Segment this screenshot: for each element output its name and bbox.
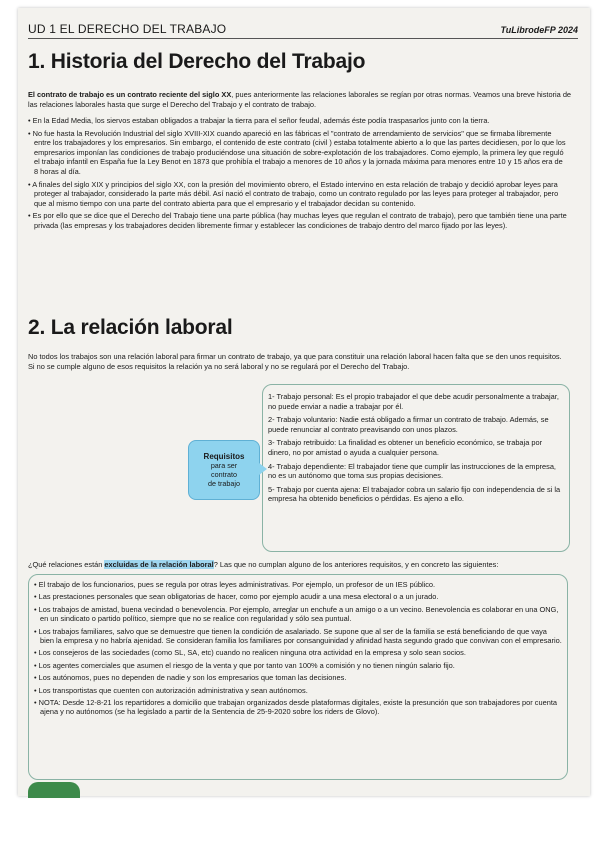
- list-item: • Es por ello que se dice que el Derecho del Trabajo tiene una parte pública (hay muchas leyes que regulan el contrato de trabajo), pero que también tiene una parte privada (las empresas y los trabajadores deciden libremente firmar y establecer las condiciones de trabajo dentro del marco fijado por las leyes).: [28, 211, 568, 230]
- page-header: [28, 16, 578, 39]
- list-item: • El trabajo de los funcionarios, pues se regula por otras leyes administrativas. Por ejemplo, un profesor de un IES público.: [34, 580, 562, 589]
- section1-intro: [28, 90, 580, 109]
- exclusions-list: [34, 580, 562, 720]
- section1-title: 1. Historia del Derecho del Trabajo: [28, 50, 366, 73]
- list-item: • NOTA: Desde 12-8-21 los repartidores a domicilio que trabajan organizados desde plataformas digitales, existe la presunción que son trabajadores por cuenta ajena y no autónomos (se ha legislado a partir de la Sentencia de 25-9-2020 sobre los riders de Glovo).: [34, 698, 562, 717]
- question-pre: ¿Qué relaciones están: [28, 560, 105, 569]
- section2-title: 2. La relación laboral: [28, 316, 233, 339]
- page-number-tab: [28, 782, 80, 798]
- list-item: • Los transportistas que cuenten con autorización administrativa y sean autónomos.: [34, 686, 562, 695]
- list-item: 5- Trabajo por cuenta ajena: El trabajador cobra un salario fijo con independencia de si la empresa ha obtenido beneficios o pérdidas. Es ajeno a ello.: [268, 484, 561, 504]
- question-post: ? Las que no cumplan alguno de los anteriores requisitos, y en concreto las siguientes:: [213, 560, 499, 569]
- requisitos-callout: [188, 440, 260, 500]
- question-highlight: excluidas de la relación laboral: [104, 560, 214, 569]
- list-item: • Los agentes comerciales que asumen el riesgo de la venta y que por tanto van 100% a comisión y no tienen ningún salario fijo.: [34, 661, 562, 670]
- callout-title: Requisitos: [203, 452, 245, 461]
- list-item: • A finales del siglo XIX y principios del siglo XX, con la presión del movimiento obrero, el Estado intervino en esta relación de trabajo y decidió aprobar leyes para proteger al trabajador, considerado la parte más débil. Así nació el contrato de trabajo, como un contrato regulado por las leyes para proteger al trabajador, pero que al mismo tiempo con una parte del contrato abierta para que el empresario y el trabajador decidan su contenido.: [28, 180, 568, 209]
- list-item: • Las prestaciones personales que sean obligatorias de hacer, como por ejemplo acudir a una mesa electoral o a un jurado.: [34, 592, 562, 601]
- list-item: 1- Trabajo personal: Es el propio trabajador el que debe acudir personalmente a trabajar, no puede enviar a nadie a trabajar por él.: [268, 392, 559, 411]
- intro-bold: El contrato de trabajo es un contrato reciente del siglo XX: [28, 90, 232, 99]
- callout-line: contrato: [211, 470, 237, 479]
- list-item: • Los autónomos, pues no dependen de nadie y son los empresarios que toman las decisiones.: [34, 673, 562, 682]
- exclusions-question: [28, 560, 568, 570]
- list-item: • No fue hasta la Revolución Industrial del siglo XVIII-XIX cuando apareció en las fábricas el "contrato de arrendamiento de servicios" que se firmaba libremente entre los trabajadores y los empresarios. Sin embargo, el contenido de este contrato (civil ) estaba totalmente abierto a lo que las partes decidiesen, por lo que los empresarios imponían las condiciones de trabajo produciéndose una situación de sobre-explotación de los trabajadores. Como ejemplo, la primera ley que reguló el trabajo infantil en España fue la Ley Benot en 1873 que prohibía el trabajo a menores de 10 años y la jornada máxima para menores entre 10 y 15 años era de 8 horas al día.: [28, 129, 568, 177]
- list-item: 4- Trabajo dependiente: El trabajador tiene que cumplir las instrucciones de la empresa, no es un autónomo que toma sus propias decisiones.: [268, 461, 556, 481]
- list-item: • En la Edad Media, los siervos estaban obligados a trabajar la tierra para el señor feudal, además éste podía traspasarlos junto con la tierra.: [28, 116, 568, 126]
- section2-intro: No todos los trabajos son una relación laboral para firmar un contrato de trabajo, ya que para constituir una relación laboral hacen falta que se den unos requisitos. Si no se cumple alguno de esos requisitos la relación ya no será laboral y no se regulará por el Derecho del Trabajo.: [28, 352, 562, 371]
- requisitos-list: [268, 392, 564, 508]
- intro-rest: , pues anteriormente las relaciones laborales se regían por otras normas. Veamos una breve historia de las relaciones laborales hasta que surge el Derecho del Trabajo y el contrato de trabajo.: [28, 90, 572, 109]
- list-item: 3- Trabajo retribuido: La finalidad es obtener un beneficio económico, se trabaja por dinero, no por amistad o ayuda a cualquier persona.: [268, 438, 543, 457]
- list-item: • Los consejeros de las sociedades (como SL, SA, etc) cuando no realicen ninguna otra actividad en la empresa y solo sean socios.: [34, 648, 562, 657]
- unit-title: UD 1 EL DERECHO DEL TRABAJO: [28, 22, 227, 36]
- history-list: [28, 116, 568, 234]
- list-item: • Los trabajos familiares, salvo que se demuestre que tienen la condición de asalariado. Se supone que al ser de la familia se está beneficiando de que vaya bien la empresa y no habría ajenidad. Se consideran familia los familiares por consanguinidad y afinidad hasta segundo grado que convivan con el empresario.: [34, 627, 562, 646]
- callout-line: para ser: [210, 461, 238, 470]
- brand-label: TuLibrodeFP 2024: [500, 25, 578, 35]
- callout-line: de trabajo: [208, 479, 240, 488]
- list-item: 2- Trabajo voluntario: Nadie está obligado a firmar un contrato de trabajo. Además, se puede renunciar al contrato preavisando con unos plazos.: [268, 415, 549, 434]
- list-item: • Los trabajos de amistad, buena vecindad o benevolencia. Por ejemplo, arreglar un enchufe a un amigo o a un vecino. Benevolencia es colaborar en una ONG, en un sindicato o partido político, siempre que no se realice con regularidad y sólo sea puntual.: [34, 605, 562, 624]
